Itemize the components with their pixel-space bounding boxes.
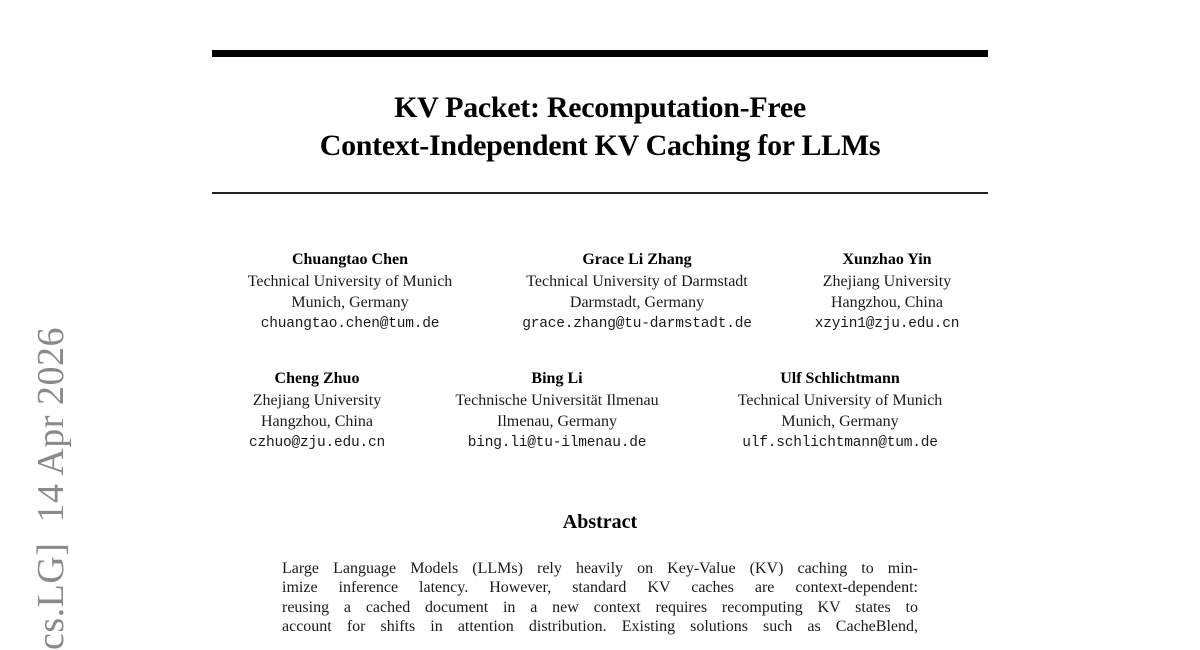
abstract-line: Large Language Models (LLMs) rely heavily on Key-Value (KV) caching to min- <box>282 560 918 577</box>
author-block <box>738 368 943 454</box>
author-location: Darmstadt, Germany <box>569 294 705 311</box>
author-affiliation: Zhejiang University <box>822 272 952 290</box>
author-name: Cheng Zhuo <box>274 370 360 387</box>
abstract-body <box>282 559 918 636</box>
author-name: Grace Li Zhang <box>582 251 692 268</box>
author-email: bing.li@tu-ilmenau.de <box>467 434 647 451</box>
author-block <box>815 249 960 335</box>
author-block <box>249 368 385 454</box>
author-email: czhuo@zju.edu.cn <box>248 434 386 451</box>
author-block <box>455 368 658 454</box>
author-affiliation: Zhejiang University <box>252 391 382 409</box>
author-block <box>248 249 453 335</box>
abstract-line: reusing a cached document in a new context requires recomputing KV states to <box>282 598 918 616</box>
title-bottom-rule <box>212 192 988 194</box>
title-line-1: KV Packet: Recomputation-Free <box>394 91 806 124</box>
author-location: Hangzhou, China <box>831 294 943 311</box>
author-block <box>522 249 752 335</box>
author-location: Munich, Germany <box>781 413 899 430</box>
abstract-line: account for shifts in attention distribution. Existing solutions such as CacheBlend, <box>282 617 918 635</box>
paper-title <box>212 89 988 165</box>
author-name: Chuangtao Chen <box>291 251 409 268</box>
author-email: chuangtao.chen@tum.de <box>260 315 440 332</box>
abstract-heading: Abstract <box>562 511 638 533</box>
author-email: ulf.schlichtmann@tum.de <box>742 434 938 451</box>
arxiv-identifier-stamp: cs.LG] 14 Apr 2026 <box>30 327 72 650</box>
author-email: grace.zhang@tu-darmstadt.de <box>522 315 752 332</box>
author-affiliation: Technical University of Munich <box>737 391 943 409</box>
author-location: Ilmenau, Germany <box>497 413 617 430</box>
author-affiliation: Technical University of Darmstadt <box>526 272 748 290</box>
author-location: Hangzhou, China <box>261 413 373 430</box>
author-name: Ulf Schlichtmann <box>780 370 900 387</box>
author-location: Munich, Germany <box>291 294 409 311</box>
author-name: Xunzhao Yin <box>842 251 932 268</box>
abstract-line: imize inference latency. However, standard KV caches are context-dependent: <box>282 579 918 597</box>
author-affiliation: Technical University of Munich <box>247 272 453 290</box>
title-top-rule <box>212 50 988 57</box>
author-email: xzyin1@zju.edu.cn <box>814 315 960 332</box>
title-line-2: Context-Independent KV Caching for LLMs <box>319 129 881 162</box>
author-affiliation: Technische Universität Ilmenau <box>455 391 659 409</box>
author-name: Bing Li <box>531 370 583 387</box>
